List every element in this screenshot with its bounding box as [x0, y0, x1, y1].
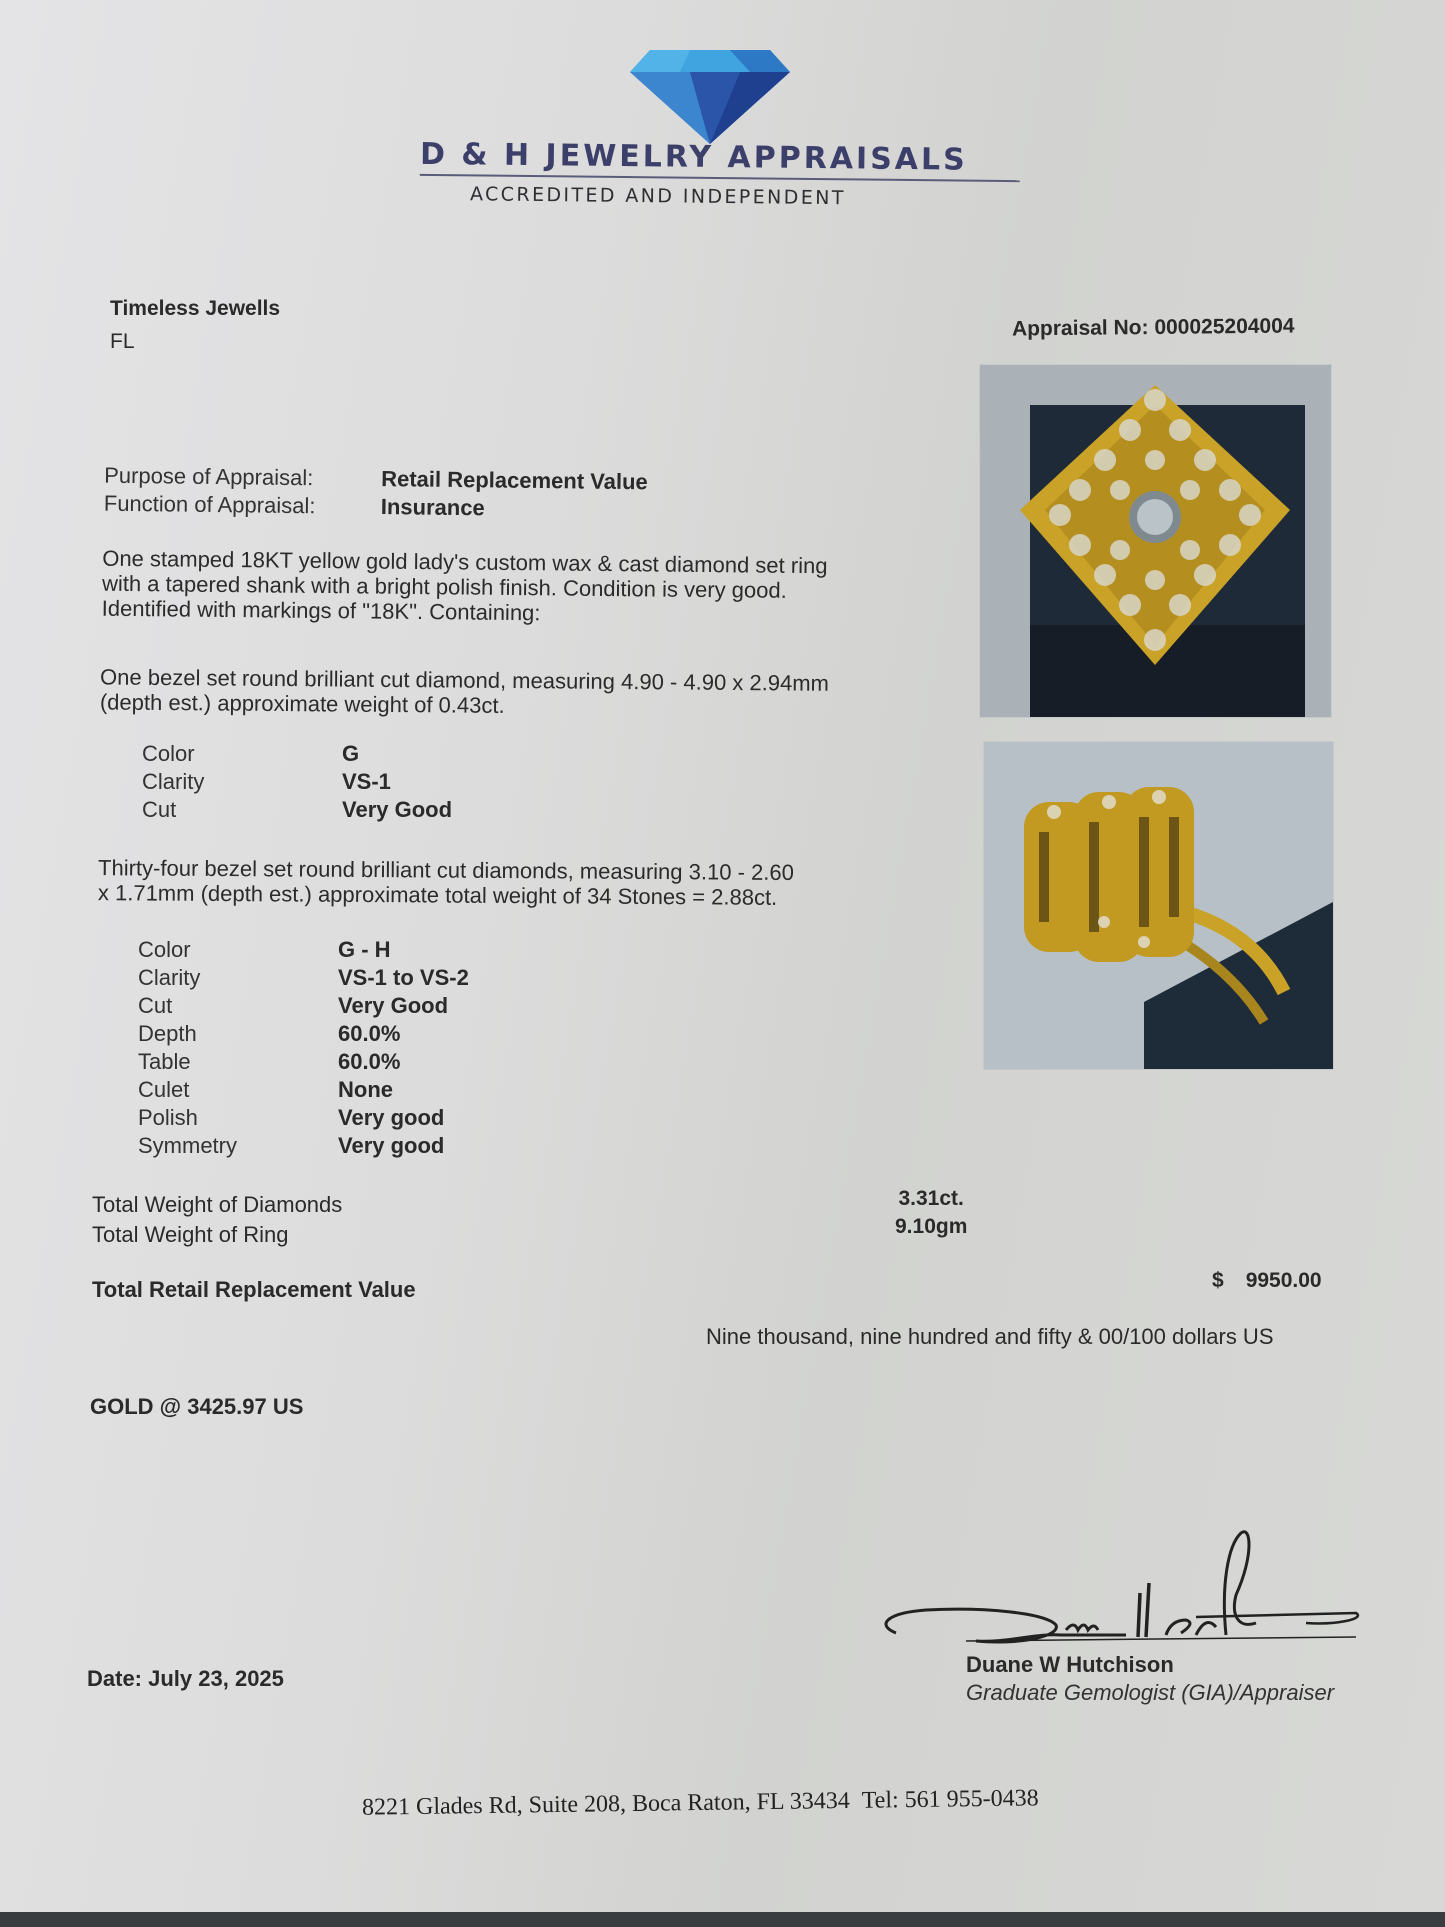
spec-row — [138, 1020, 469, 1048]
spec-row — [142, 740, 452, 768]
spec-label: Color — [138, 937, 191, 962]
totals-values — [895, 1185, 967, 1241]
appraiser-title: Graduate Gemologist (GIA)/Appraiser — [966, 1680, 1335, 1705]
center-stone-description — [100, 664, 920, 721]
retail-value: 9950.00 — [1245, 1269, 1322, 1292]
appraisal-number-value: 000025204004 — [1154, 314, 1295, 339]
item-description-line: One stamped 18KT yellow gold lady's custom wax & cast diamond set ring — [102, 545, 828, 579]
company-tagline: ACCREDITED AND INDEPENDENT — [469, 183, 846, 210]
spec-label: Clarity — [142, 769, 205, 794]
appraisal-date: Date: July 23, 2025 — [87, 1666, 284, 1691]
footer-contact — [362, 1785, 1039, 1821]
spec-row — [142, 768, 452, 796]
appraisal-number — [1012, 315, 1295, 342]
spec-label: Culet — [138, 1077, 190, 1102]
letterhead — [400, 40, 1040, 230]
page-edge — [0, 1912, 1445, 1927]
spec-label: Polish — [138, 1105, 198, 1130]
spec-label: Color — [142, 741, 195, 766]
spec-row — [138, 992, 469, 1020]
footer-address: 8221 Glades Rd, Suite 208, Boca Raton, FL 33434 — [361, 1787, 850, 1821]
currency-symbol: $ — [1212, 1269, 1224, 1292]
spec-label: Depth — [138, 1021, 197, 1046]
spec-row — [138, 1132, 469, 1160]
spec-row — [138, 1104, 469, 1132]
spec-label: Symmetry — [138, 1133, 237, 1158]
total-ring-weight-value: 9.10gm — [895, 1215, 968, 1238]
total-ring-weight-label: Total Weight of Ring — [92, 1222, 289, 1247]
spec-value: Very good — [338, 1105, 445, 1130]
center-stone-line: (depth est.) approximate weight of 0.43ct. — [99, 689, 505, 718]
spec-value: 60.0% — [338, 1021, 401, 1046]
spec-row — [138, 964, 469, 992]
gold-price: GOLD @ 3425.97 US — [90, 1394, 304, 1419]
center-stone-specs — [142, 740, 452, 824]
purpose-section — [104, 462, 648, 525]
retail-value-label: Total Retail Replacement Value — [92, 1277, 416, 1302]
ring-top-view-photo — [979, 364, 1332, 718]
spec-value: Very Good — [342, 797, 453, 822]
total-diamond-weight-label: Total Weight of Diamonds — [92, 1192, 343, 1217]
spec-label: Cut — [138, 993, 173, 1018]
function-label: Function of Appraisal: — [103, 490, 316, 519]
totals-labels — [92, 1190, 342, 1250]
spec-row — [138, 936, 469, 964]
spec-row — [138, 1048, 469, 1076]
item-description — [102, 546, 923, 630]
retail-value-amount — [1212, 1269, 1322, 1293]
footer-phone: Tel: 561 955-0438 — [861, 1785, 1039, 1814]
spec-value: Very Good — [338, 993, 449, 1018]
spec-row — [138, 1076, 469, 1104]
spec-value: 60.0% — [338, 1049, 401, 1074]
spec-value: G — [342, 741, 360, 766]
spec-value: None — [338, 1077, 393, 1102]
client-state: FL — [110, 330, 135, 353]
spec-label: Cut — [142, 797, 177, 822]
client-name: Timeless Jewells — [110, 297, 281, 320]
retail-value-words: Nine thousand, nine hundred and fifty & 00/100 dollars US — [706, 1324, 1274, 1349]
spec-label: Clarity — [138, 965, 201, 990]
purpose-label: Purpose of Appraisal: — [104, 462, 314, 491]
signature-icon — [866, 1525, 1366, 1655]
spec-value: G - H — [338, 937, 391, 962]
blue-diamond-icon — [630, 44, 790, 144]
side-stones-line: Thirty-four bezel set round brilliant cut diamonds, measuring 3.10 - 2.60 — [98, 855, 794, 885]
center-stone-line: One bezel set round brilliant cut diamond, measuring 4.90 - 4.90 x 2.94mm — [100, 664, 830, 696]
function-value: Insurance — [380, 494, 485, 521]
item-description-line: Identified with markings of "18K". Containing: — [101, 595, 541, 626]
spec-value: Very good — [338, 1133, 445, 1158]
spec-label: Table — [138, 1049, 191, 1074]
side-stones-line: x 1.71mm (depth est.) approximate total weight of 34 Stones = 2.88ct. — [97, 880, 778, 910]
company-name: D & H JEWELRY APPRAISALS — [420, 137, 1020, 182]
spec-value: VS-1 — [342, 769, 391, 794]
total-diamond-weight-value: 3.31ct. — [898, 1187, 964, 1210]
side-stones-description — [98, 855, 918, 911]
spec-value: VS-1 to VS-2 — [338, 965, 469, 990]
item-description-line: with a tapered shank with a bright polish finish. Condition is very good. — [101, 570, 787, 603]
side-stone-specs — [138, 936, 469, 1160]
ring-side-view-photo — [983, 741, 1334, 1070]
appraiser-name: Duane W Hutchison — [966, 1652, 1174, 1677]
spec-row — [142, 796, 452, 824]
appraisal-number-label: Appraisal No: — [1011, 316, 1149, 341]
purpose-value: Retail Replacement Value — [381, 466, 648, 495]
